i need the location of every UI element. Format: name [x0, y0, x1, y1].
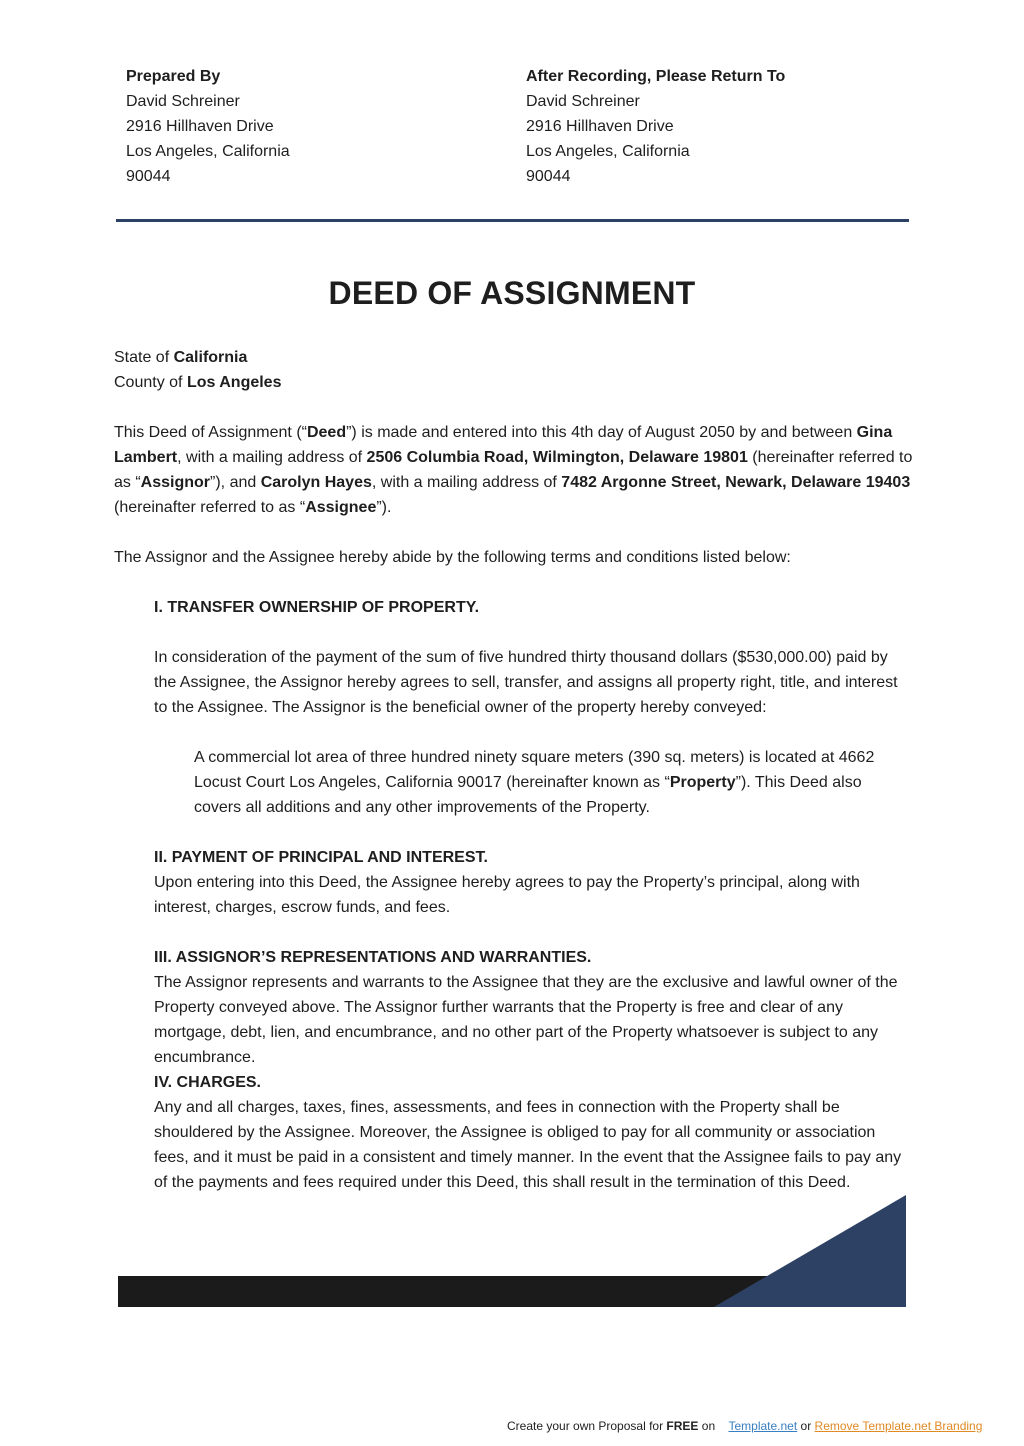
intro-text: This Deed of Assignment (“ [114, 424, 307, 441]
intro-text: (hereinafter referred to as “ [114, 449, 913, 491]
return-to-city: Los Angeles, California [526, 143, 690, 160]
assignee-name: Carolyn Hayes [260, 474, 372, 491]
section-3-body: The Assignor represents and warrants to the Assignee that they are the exclusive and lawful owner of the Property conveyed above. The Assignor further warrants that the Property is free and clear of any mortgage, debt, lien, and encumbrance, and no other part of the Property whatsoever is subject to any encumbrance. [154, 974, 898, 1066]
assignee-address: 7482 Argonne Street, Newark, Delaware 19403 [561, 474, 911, 491]
assignor-address: 2506 Columbia Road, Wilmington, Delaware 19801 [366, 449, 748, 466]
assignor-name: Gina Lambert [114, 424, 893, 466]
footer-or: or [797, 1419, 815, 1433]
footer-free: FREE [666, 1419, 699, 1433]
page-title: DEED OF ASSIGNMENT [328, 275, 696, 311]
abide-paragraph: The Assignor and the Assignee hereby abide by the following terms and conditions listed below: [114, 549, 791, 566]
property-text: A commercial lot area of three hundred ninety square meters (390 sq. meters) is located at 4662 Locust Court Los Angeles, California 90017 (hereinafter known as “ [194, 749, 875, 791]
section-1-body: In consideration of the payment of the sum of five hundred thirty thousand dollars ($530,000.00) paid by the Assignee, the Assignor hereby agrees to sell, transfer, and assigns all property right, title, and interest to the Assignee. The Assignor is the beneficial owner of the property hereby conveyed: [154, 649, 898, 716]
intro-term-deed: Deed [306, 424, 347, 441]
intro-term-assignee: Assignee [305, 499, 377, 516]
property-term: Property [669, 774, 736, 791]
prepared-by-label: Prepared By [126, 68, 221, 85]
state-prefix: State of [114, 349, 174, 366]
return-to-label: After Recording, Please Return To [526, 68, 786, 85]
section-3-heading: III. ASSIGNOR’S REPRESENTATIONS AND WARRANTIES. [154, 949, 592, 966]
section-4-heading: IV. CHARGES. [154, 1074, 261, 1091]
prepared-by-city: Los Angeles, California [126, 143, 290, 160]
prepared-by-street: 2916 Hillhaven Drive [126, 118, 274, 135]
return-to-street: 2916 Hillhaven Drive [526, 118, 674, 135]
section-4-body: Any and all charges, taxes, fines, assessments, and fees in connection with the Property shall be shouldered by the Assignee. Moreover, the Assignee is obliged to pay for all community or association fees, and it must be paid in a consistent and timely manner. In the event that the Assignee fails to pay any of the payments and fees required under this Deed, this shall result in the termination of this Deed. [154, 1099, 902, 1191]
remove-branding-link[interactable]: Remove Template.net Branding [814, 1419, 983, 1433]
property-text: ”). This Deed also covers all additions and any other improvements of the Property. [194, 774, 862, 816]
intro-text: ”), and [210, 474, 261, 491]
prepared-by-zip: 90044 [126, 168, 171, 185]
intro-text: ”). [376, 499, 392, 516]
intro-term-assignor: Assignor [140, 474, 211, 491]
template-net-link[interactable]: Template.net [728, 1419, 798, 1433]
intro-text: , with a mailing address of [177, 449, 367, 466]
county-prefix: County of [114, 374, 187, 391]
return-to-zip: 90044 [526, 168, 571, 185]
section-2-body: Upon entering into this Deed, the Assignee hereby agrees to pay the Property’s principal, along with interest, charges, escrow funds, and fees. [154, 874, 860, 916]
prepared-by-name: David Schreiner [126, 93, 240, 110]
state-value: California [173, 349, 248, 366]
footer-text: Create your own Proposal for [507, 1419, 667, 1433]
intro-text: (hereinafter referred to as “ [114, 499, 306, 516]
section-2-heading: II. PAYMENT OF PRINCIPAL AND INTEREST. [154, 849, 488, 866]
intro-text: , with a mailing address of [371, 474, 562, 491]
template-footer [507, 1419, 982, 1433]
county-value: Los Angeles [186, 374, 282, 391]
return-to-name: David Schreiner [526, 93, 640, 110]
section-1-heading: I. TRANSFER OWNERSHIP OF PROPERTY. [154, 599, 480, 616]
intro-text: ”) is made and entered into this 4th day of August 2050 by and between [346, 424, 857, 441]
footer-text: on [698, 1419, 719, 1433]
